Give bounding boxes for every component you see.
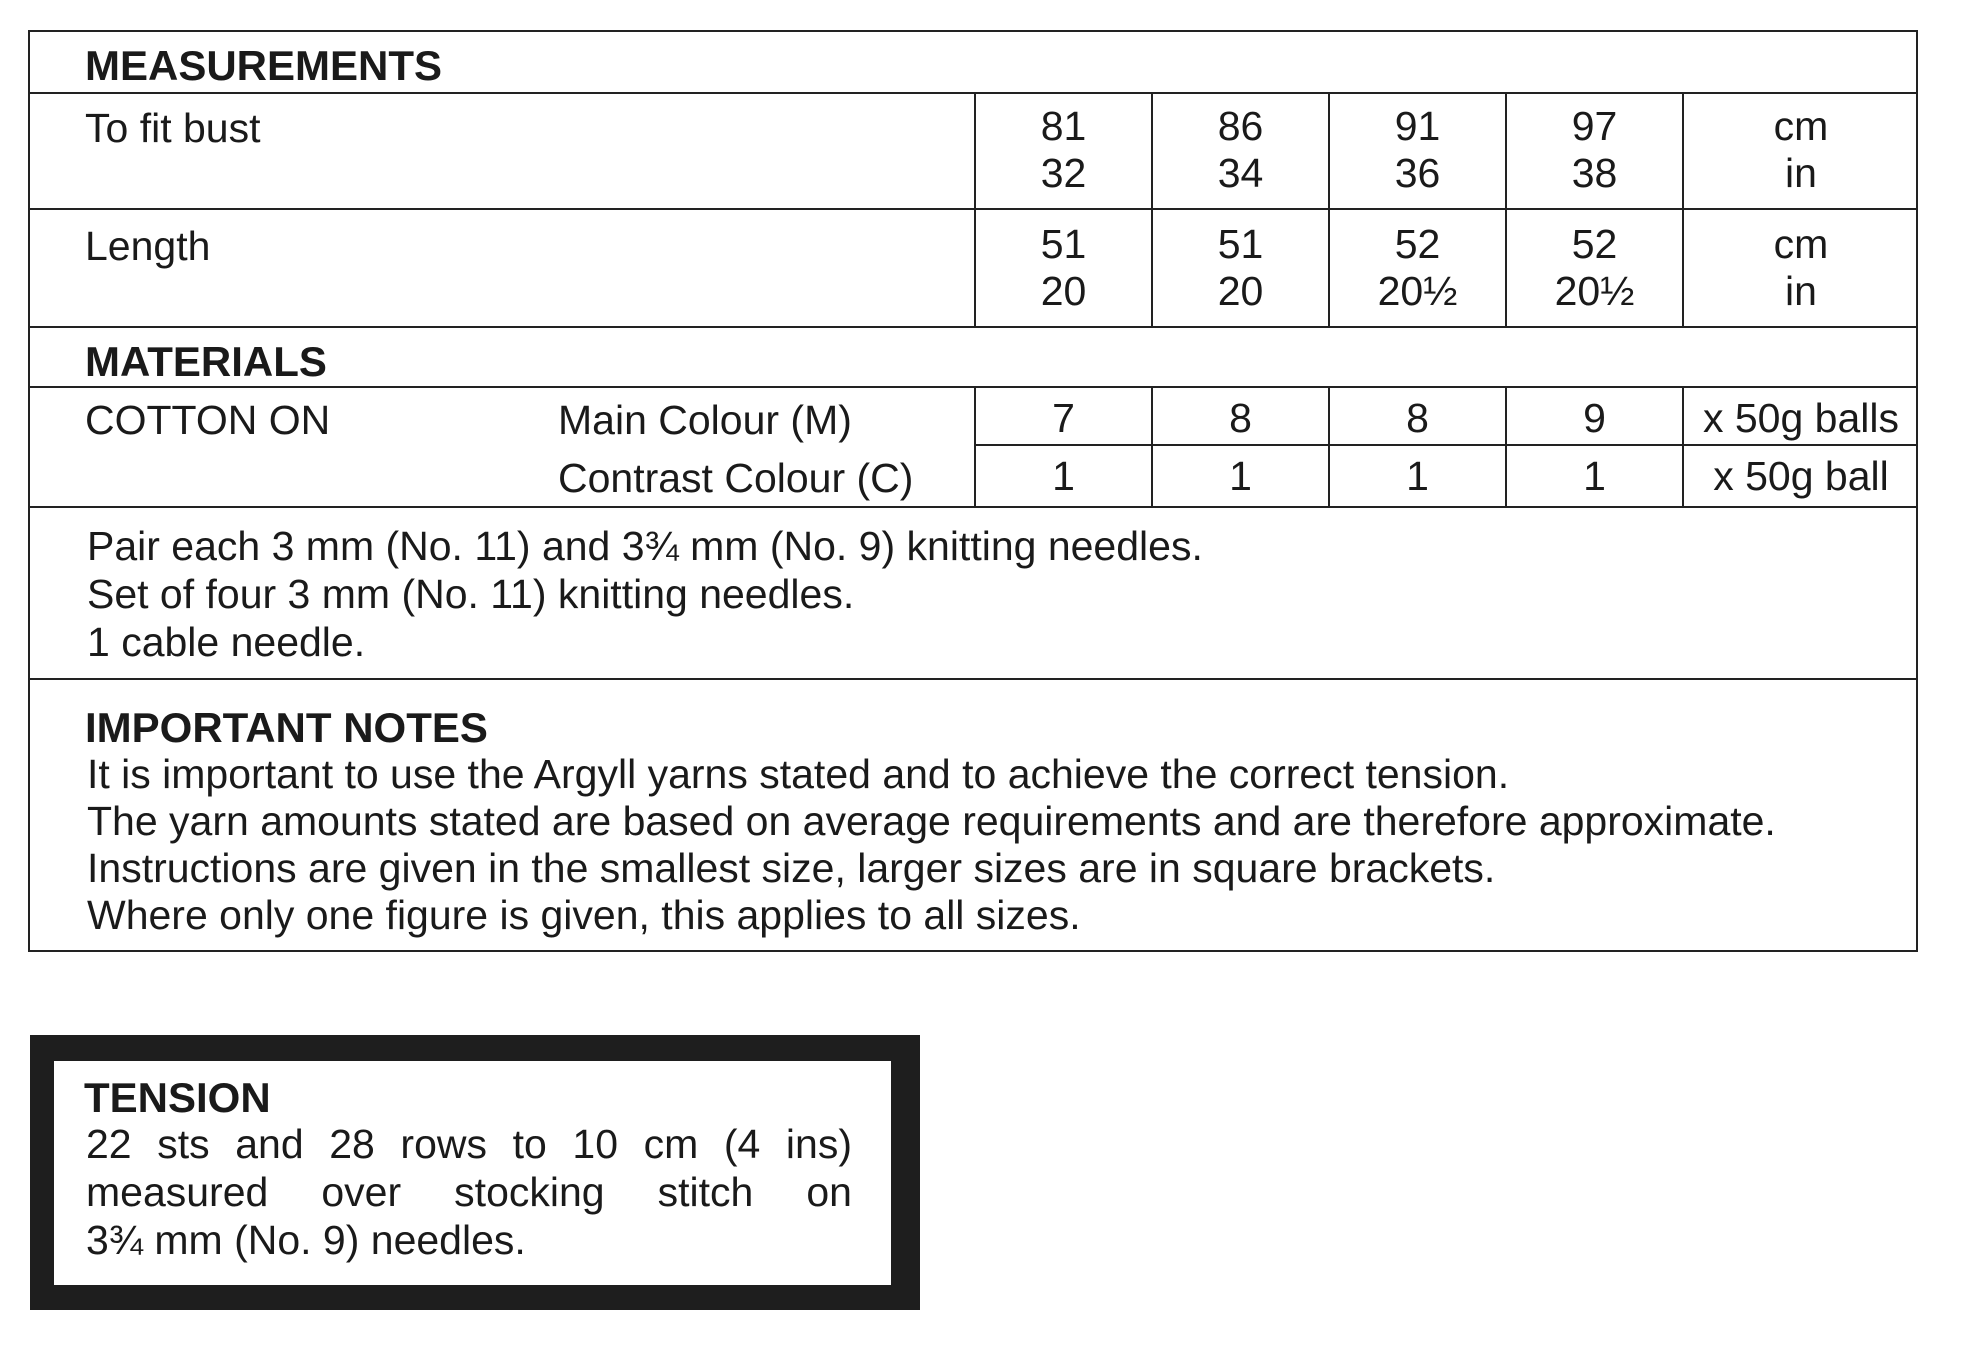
length-size-2: 51 20 (1217, 221, 1264, 314)
main-colour-size-4: 9 (1583, 395, 1606, 441)
needles-line-2: Set of four 3 mm (No. 11) knitting needles. (87, 571, 855, 617)
contrast-colour-size-3: 1 (1406, 453, 1429, 499)
divider (28, 326, 1918, 328)
note-line-1: It is important to use the Argyll yarns stated and to achieve the correct tension. (87, 751, 1510, 797)
bust-size-2: 86 34 (1217, 103, 1264, 196)
length-size-4: 52 20½ (1554, 221, 1635, 314)
important-notes-heading: IMPORTANT NOTES (85, 704, 488, 751)
bust-units: cm in (1773, 103, 1829, 196)
tension-line-1: 22 sts and 28 rows to 10 cm (4 ins) (86, 1121, 852, 1167)
divider (28, 506, 1918, 508)
tension-text (86, 1120, 852, 1264)
contrast-colour-unit: x 50g ball (1713, 453, 1889, 499)
row-label-bust: To fit bust (85, 105, 261, 151)
note-line-2: The yarn amounts stated are based on average requirements and are therefore approximate. (87, 798, 1776, 844)
length-size-1: 51 20 (1040, 221, 1087, 314)
divider (974, 444, 1918, 446)
main-colour-size-2: 8 (1229, 395, 1252, 441)
needles-line-1: Pair each 3 mm (No. 11) and 3¾ mm (No. 9) knitting needles. (87, 523, 1203, 569)
tension-line-3: 3¾ mm (No. 9) needles. (86, 1217, 526, 1263)
needles-line-3: 1 cable needle. (87, 619, 366, 665)
length-size-3: 52 20½ (1377, 221, 1458, 314)
contrast-colour-size-1: 1 (1052, 453, 1075, 499)
note-line-3: Instructions are given in the smallest size, larger sizes are in square brackets. (87, 845, 1496, 891)
yarn-name: COTTON ON (85, 397, 331, 443)
bust-size-1: 81 32 (1040, 103, 1087, 196)
main-colour-size-3: 8 (1406, 395, 1429, 441)
length-units: cm in (1773, 221, 1829, 314)
contrast-colour-size-4: 1 (1583, 453, 1606, 499)
divider (28, 386, 1918, 388)
main-colour-size-1: 7 (1052, 395, 1075, 441)
divider (28, 678, 1918, 680)
measurements-heading: MEASUREMENTS (85, 42, 443, 89)
divider (28, 208, 1918, 210)
main-colour-unit: x 50g balls (1702, 395, 1899, 441)
tension-line-2: measured over stocking stitch on (86, 1169, 852, 1215)
contrast-colour-size-2: 1 (1229, 453, 1252, 499)
bust-size-4: 97 38 (1571, 103, 1618, 196)
note-line-4: Where only one figure is given, this applies to all sizes. (87, 892, 1081, 938)
divider (28, 92, 1918, 94)
contrast-colour-label: Contrast Colour (C) (558, 455, 914, 501)
row-label-length: Length (85, 223, 211, 269)
tension-heading: TENSION (84, 1074, 271, 1121)
bust-size-3: 91 36 (1394, 103, 1441, 196)
materials-heading: MATERIALS (85, 338, 327, 385)
main-colour-label: Main Colour (M) (558, 397, 852, 443)
